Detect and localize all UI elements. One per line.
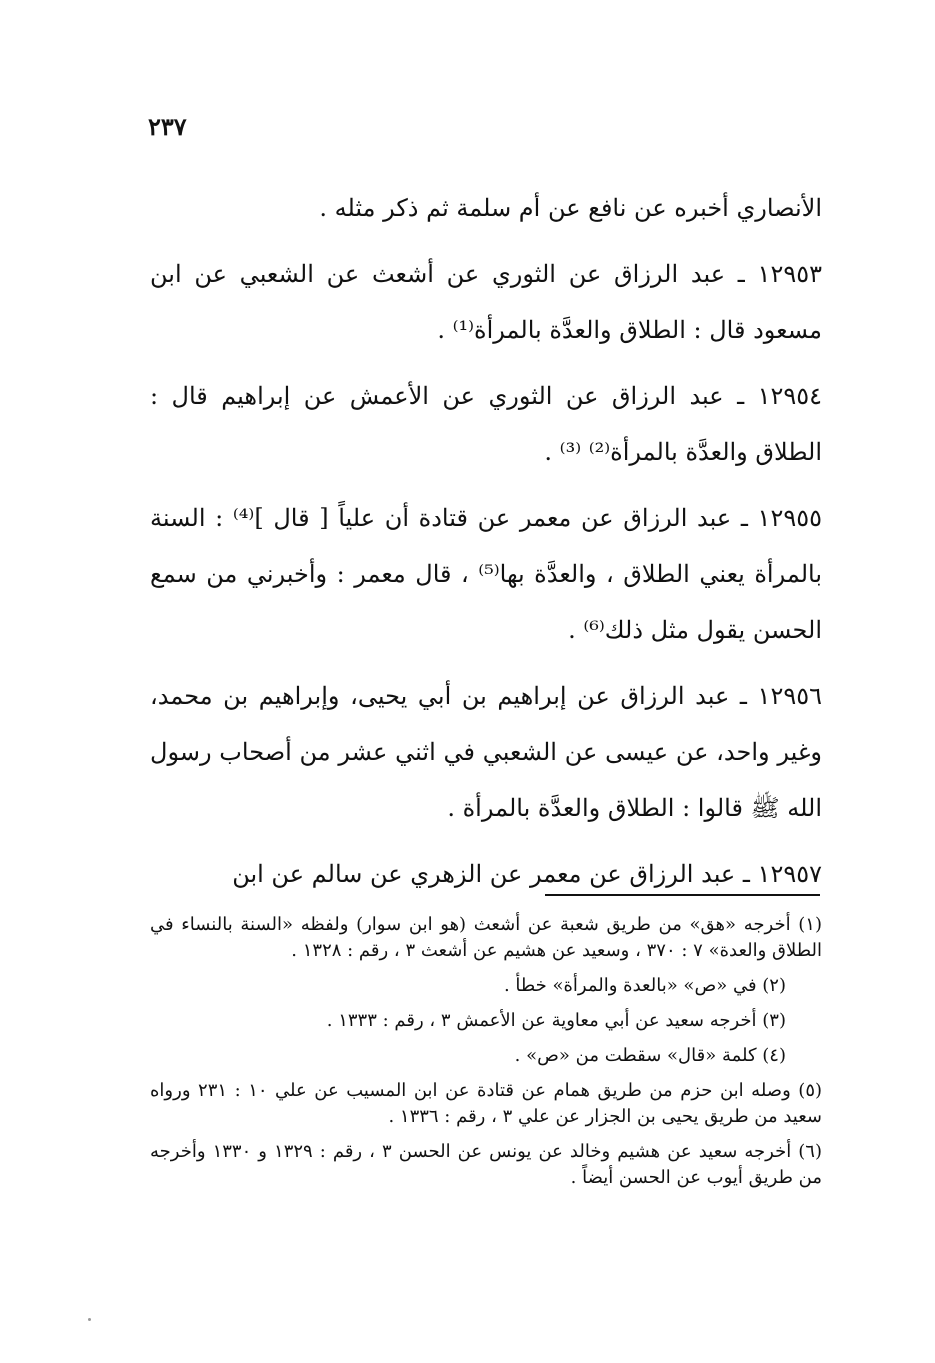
footnote-2: (٢) في «ص» «بالعدة والمرأة» خطأ .: [503, 975, 786, 996]
footnote-6: (٦) أخرجه سعيد عن هشيم وخالد عن يونس عن الحسن ٣ ، رقم : ١٣٢٩ و ١٣٣٠ وأخرجه من طريق أيوب عن الحسن أيضاً .: [150, 1141, 822, 1188]
page-number: ٢٣٧: [148, 112, 187, 141]
footnote-4: (٤) كلمة «قال» سقطت من «ص» .: [514, 1045, 786, 1066]
footnote-1: (١) أخرجه «هق» من طريق شعبة عن أشعث (هو ابن سوار) ولفظه «السنة بالنساء في الطلاق والعدة» ٧ : ٣٧٠ ، وسعيد عن هشيم عن أشعث ٣ ، رقم : ١٣٢٨ .: [150, 914, 822, 961]
footnote-3: (٣) أخرجه سعيد عن أبي معاوية عن الأعمش ٣ ، رقم : ١٣٣٣ .: [326, 1010, 786, 1031]
paragraph-12956: ١٢٩٥٦ ـ عبد الرزاق عن إبراهيم بن أبي يحيى، وإبراهيم بن محمد، وغير واحد، عن عيسى عن الشعبي في اثني عشر من أصحاب رسول الله ﷺ قالوا : الطلاق والعدَّة بالمرأة .: [150, 682, 822, 822]
paragraph-12955: ١٢٩٥٥ ـ عبد الرزاق عن معمر عن قتادة أن علياً [ قال ]⁽⁴⁾ : السنة بالمرأة يعني الطلاق ، والعدَّة بها⁽⁵⁾ ، قال معمر : وأخبرني من سمع الحسن يقول مثل ذلك⁽⁶⁾ .: [150, 504, 823, 644]
main-text: [150, 180, 822, 902]
paragraph-gap: [150, 358, 822, 368]
paragraph-12953: ١٢٩٥٣ ـ عبد الرزاق عن الثوري عن أشعث عن الشعبي عن ابن مسعود قال : الطلاق والعدَّة بالمرأة⁽¹⁾ .: [150, 260, 822, 344]
footnotes: [150, 912, 822, 1200]
paragraph-gap: [150, 480, 822, 490]
footnote-5: (٥) وصله ابن حزم من طريق همام عن قتادة عن ابن المسيب عن علي ١٠ : ٢٣١ ورواه سعيد من طريق يحيى بن الجزار عن علي ٣ ، رقم : ١٣٣٦ .: [150, 1080, 823, 1127]
paragraph-gap: [150, 236, 822, 246]
paragraph-continuation: الأنصاري أخبره عن نافع عن أم سلمة ثم ذكر مثله .: [319, 194, 822, 222]
paragraph-gap: [150, 658, 822, 668]
paragraph-gap: [150, 836, 822, 846]
paragraph-12954: ١٢٩٥٤ ـ عبد الرزاق عن الثوري عن الأعمش عن إبراهيم قال : الطلاق والعدَّة بالمرأة⁽²⁾ ⁽³⁾ .: [150, 382, 823, 466]
paragraph-12957: ١٢٩٥٧ ـ عبد الرزاق عن معمر عن الزهري عن سالم عن ابن: [232, 860, 822, 888]
scan-speck: [88, 1318, 91, 1321]
footnote-divider: [545, 894, 820, 896]
